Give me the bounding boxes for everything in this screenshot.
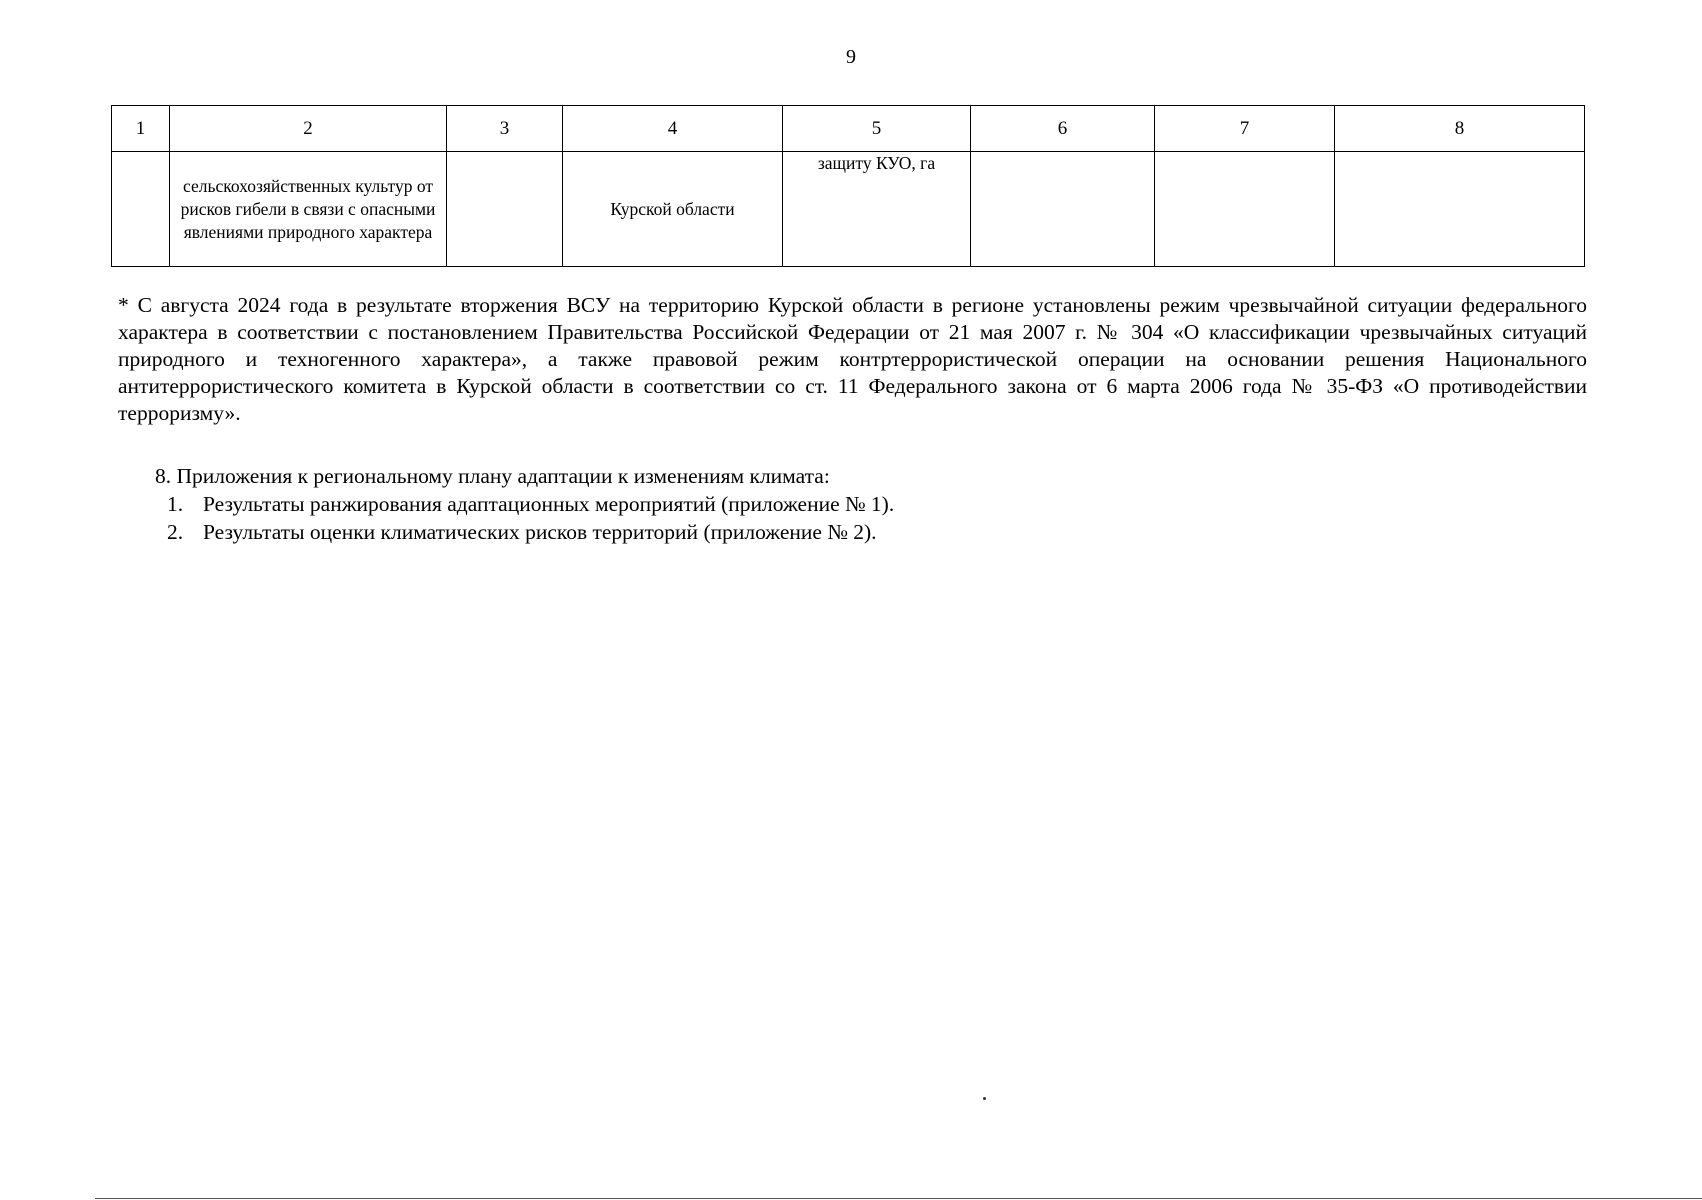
table-cell [1155,152,1335,267]
table-cell-number [112,152,170,267]
measures-table [111,105,1585,267]
list-item-number: 2. [167,520,184,544]
table-header-cell: 3 [447,106,563,152]
table-row [112,152,1585,267]
table-cell [1335,152,1585,267]
table-cell-region: Курской области [563,152,783,267]
appendix-list [155,490,1455,546]
list-item-text: Результаты ранжирования адаптационных мероприятий (приложение № 1). [203,492,895,516]
table-cell-indicator: защиту КУО, га [783,152,971,267]
table-cell [971,152,1155,267]
appendix-section [155,462,1455,546]
appendix-heading: 8. Приложения к региональному плану адаптации к изменениям климата: [155,464,830,488]
page-number: 9 [846,46,856,68]
list-item [167,490,1455,518]
table-header-row [112,106,1585,152]
scan-edge-line [95,1198,1702,1199]
table-header-cell: 2 [170,106,447,152]
table-header-cell: 6 [971,106,1155,152]
table-header-cell: 5 [783,106,971,152]
scan-speck [983,1097,986,1100]
list-item [167,518,1455,546]
table-header-cell: 4 [563,106,783,152]
list-item-number: 1. [167,492,184,516]
table-header-cell: 1 [112,106,170,152]
table-cell-description: сельскохозяйственных культур от рисков гибели в связи с опасными явлениями природного характера [170,152,447,267]
list-item-text: Результаты оценки климатических рисков территорий (приложение № 2). [203,520,877,544]
table-header-cell: 7 [1155,106,1335,152]
table-cell [447,152,563,267]
footnote: * С августа 2024 года в результате вторжения ВСУ на территорию Курской области в регионе установлены режим чрезвычайной ситуации федерального характера в соответствии с постановлением Правительства Российской Федерации от 21 мая 2007 г. № 304 «О классификации чрезвычайных ситуаций природного и техногенного характера», а также правовой режим контртеррористической операции на основании решения Национального антитеррористического комитета в Курской области в соответствии со ст. 11 Федерального закона от 6 марта 2006 года № 35-ФЗ «О противодействии терроризму». [118,293,1587,425]
table-header-cell: 8 [1335,106,1585,152]
